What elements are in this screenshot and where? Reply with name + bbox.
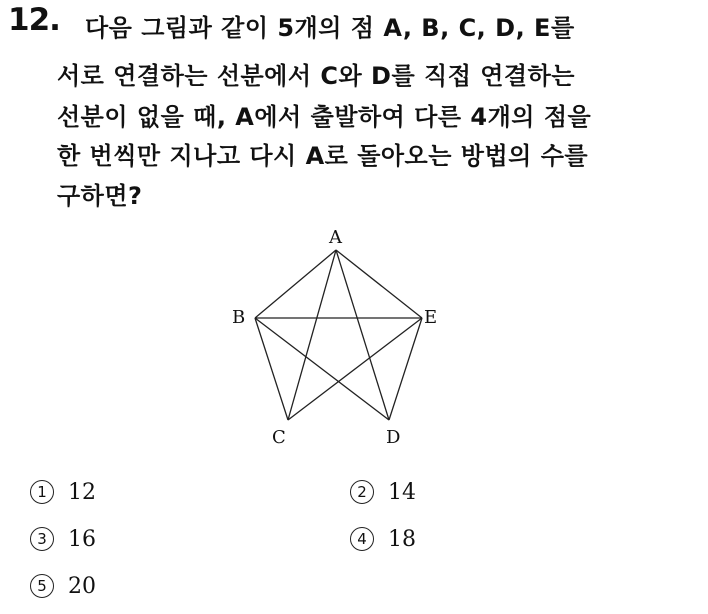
choice-value: 12 (68, 480, 96, 505)
vertex-label-e: E (424, 307, 438, 328)
edge-bc (255, 318, 288, 420)
vertex-label-d: D (386, 427, 401, 448)
circled-number: 4 (350, 527, 374, 551)
vertex-label-c: C (272, 427, 286, 448)
circled-number: 3 (30, 527, 54, 551)
edge-ae (336, 250, 422, 318)
question-line-3: 선분이 없을 때, A에서 출발하여 다른 4개의 점을 (57, 103, 592, 131)
choice-2[interactable] (350, 480, 416, 505)
choice-value: 14 (388, 480, 416, 505)
circled-number: 1 (30, 480, 54, 504)
edge-ab (255, 250, 336, 318)
vertex-label-a: A (329, 227, 342, 248)
choice-5[interactable] (30, 574, 96, 599)
choice-value: 18 (388, 527, 416, 552)
edge-ce (288, 318, 422, 420)
question-number: 12. (8, 2, 60, 38)
question-line-1: 다음 그림과 같이 5개의 점 A, B, C, D, E를 (85, 14, 575, 42)
choice-3[interactable] (30, 527, 96, 552)
question-line-4: 한 번씩만 지나고 다시 A로 돌아오는 방법의 수를 (57, 142, 589, 170)
choice-4[interactable] (350, 527, 416, 552)
edge-ad (336, 250, 389, 420)
circled-number: 2 (350, 480, 374, 504)
edge-bd (255, 318, 389, 420)
edge-ac (288, 250, 336, 420)
pentagon-diagram (222, 222, 462, 452)
circled-number: 5 (30, 574, 54, 598)
choice-value: 16 (68, 527, 96, 552)
choice-value: 20 (68, 574, 96, 599)
choice-1[interactable] (30, 480, 96, 505)
vertex-label-b: B (232, 307, 246, 328)
question-line-2: 서로 연결하는 선분에서 C와 D를 직접 연결하는 (57, 62, 575, 90)
edge-de (389, 318, 422, 420)
question-line-5: 구하면? (57, 182, 143, 210)
